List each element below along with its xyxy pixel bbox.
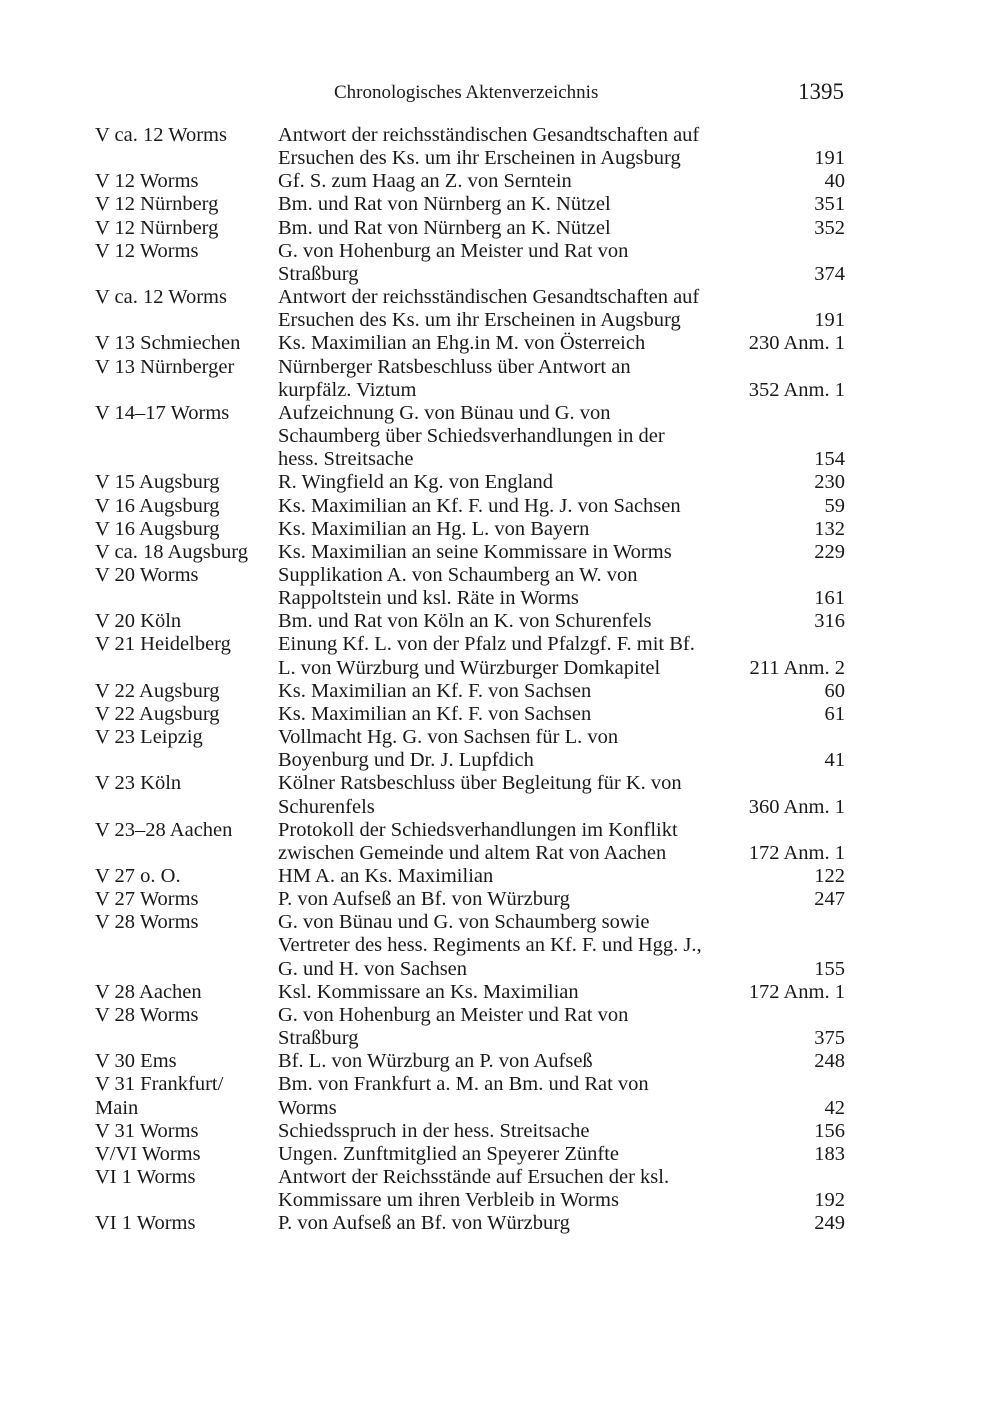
entry-row bbox=[95, 124, 845, 170]
entry-row bbox=[95, 911, 845, 980]
entry-reference: 59 bbox=[824, 494, 845, 517]
entry-date: V 23 Leipzig bbox=[95, 726, 203, 749]
entry-row bbox=[95, 356, 845, 402]
entry-date: V 20 Köln bbox=[95, 610, 182, 633]
entry-row bbox=[95, 495, 845, 518]
entry-date: V/VI Worms bbox=[95, 1142, 201, 1165]
entry-date: V 22 Augsburg bbox=[95, 679, 220, 702]
entry-reference: 249 bbox=[814, 1212, 845, 1235]
entry-date: V 27 o. O. bbox=[95, 865, 181, 887]
entry-date: V 16 Augsburg bbox=[95, 517, 220, 540]
entry-reference: 172 Anm. 1 bbox=[748, 980, 845, 1003]
entry-description: Bm. von Frankfurt a. M. an Bm. und Rat von Worms bbox=[278, 1073, 649, 1119]
entry-reference: 351 bbox=[814, 193, 845, 216]
entry-description: G. von Hohenburg an Meister und Rat von Straßburg bbox=[278, 1003, 629, 1050]
entry-row bbox=[95, 772, 845, 818]
entry-reference: 230 bbox=[814, 471, 845, 494]
entry-row bbox=[95, 981, 845, 1004]
entry-row bbox=[95, 1073, 845, 1119]
entry-row bbox=[95, 518, 845, 541]
entry-description: HM A. an Ks. Maximilian bbox=[278, 865, 494, 887]
entry-reference: 191 bbox=[814, 309, 845, 332]
entry-date: V 12 Nürnberg bbox=[95, 193, 219, 216]
entry-description: Ksl. Kommissare an Ks. Maximilian bbox=[278, 980, 579, 1003]
entry-description: Antwort der reichsständischen Gesandtschaften auf Ersuchen des Ks. um ihr Erscheinen in Augsburg bbox=[278, 286, 700, 332]
entry-row bbox=[95, 819, 845, 865]
entry-reference: 230 Anm. 1 bbox=[748, 332, 845, 355]
entry-reference: 155 bbox=[814, 957, 845, 980]
entry-description: Ks. Maximilian an Hg. L. von Bayern bbox=[278, 517, 590, 540]
entry-reference: 172 Anm. 1 bbox=[748, 841, 845, 864]
entry-row bbox=[95, 610, 845, 633]
entry-row bbox=[95, 1166, 845, 1212]
entry-description: Bm. und Rat von Köln an K. von Schurenfels bbox=[278, 610, 652, 633]
entry-reference: 316 bbox=[814, 610, 845, 633]
entry-row bbox=[95, 402, 845, 471]
entry-date: V 23 Köln bbox=[95, 772, 182, 795]
entry-row bbox=[95, 286, 845, 332]
entry-date: V 23–28 Aachen bbox=[95, 818, 233, 841]
entry-row bbox=[95, 865, 845, 888]
entry-row bbox=[95, 1212, 845, 1235]
entry-date: V 14–17 Worms bbox=[95, 401, 230, 424]
entry-description: R. Wingfield an Kg. von England bbox=[278, 471, 553, 494]
entry-row bbox=[95, 193, 845, 216]
entry-row bbox=[95, 633, 845, 679]
entry-reference: 183 bbox=[814, 1142, 845, 1165]
entry-date: V ca. 12 Worms bbox=[95, 124, 227, 146]
entry-row bbox=[95, 1143, 845, 1166]
entry-row bbox=[95, 240, 845, 286]
entry-date: V ca. 12 Worms bbox=[95, 286, 227, 309]
entry-reference: 229 bbox=[814, 540, 845, 563]
entry-reference: 352 bbox=[814, 216, 845, 239]
entry-description: P. von Aufseß an Bf. von Würzburg bbox=[278, 1212, 570, 1235]
entry-description: Bf. L. von Würzburg an P. von Aufseß bbox=[278, 1050, 593, 1073]
entry-date: V 30 Ems bbox=[95, 1050, 177, 1073]
entry-date: V ca. 18 Augsburg bbox=[95, 540, 248, 563]
entry-date: V 12 Worms bbox=[95, 170, 199, 193]
entry-date: VI 1 Worms bbox=[95, 1212, 196, 1235]
entry-reference: 42 bbox=[824, 1096, 845, 1119]
entry-description: Bm. und Rat von Nürnberg an K. Nützel bbox=[278, 193, 611, 216]
entry-reference: 247 bbox=[814, 888, 845, 911]
entry-date: V 22 Augsburg bbox=[95, 702, 220, 725]
entry-description: Ks. Maximilian an Ehg.in M. von Österreich bbox=[278, 332, 646, 355]
entry-reference: 40 bbox=[824, 170, 845, 193]
entry-date: V 13 Nürnberger bbox=[95, 355, 235, 378]
entry-description: Ungen. Zunftmitglied an Speyerer Zünfte bbox=[278, 1142, 619, 1165]
entry-description: P. von Aufseß an Bf. von Würzburg bbox=[278, 888, 570, 911]
entry-description: Bm. und Rat von Nürnberg an K. Nützel bbox=[278, 216, 611, 239]
entry-date: V 28 Worms bbox=[95, 1003, 199, 1026]
entry-row bbox=[95, 1004, 845, 1050]
entry-date: V 12 Worms bbox=[95, 239, 199, 262]
entry-description: Gf. S. zum Haag an Z. von Serntein bbox=[278, 170, 572, 193]
entry-date: V 16 Augsburg bbox=[95, 494, 220, 517]
entry-list bbox=[95, 124, 845, 1236]
entry-row bbox=[95, 170, 845, 193]
entry-description: Antwort der Reichsstände auf Ersuchen der ksl. Kommissare um ihren Verbleib in Worms bbox=[278, 1166, 670, 1212]
entry-row bbox=[95, 680, 845, 703]
entry-reference: 60 bbox=[824, 679, 845, 702]
entry-row bbox=[95, 1120, 845, 1143]
entry-description: Ks. Maximilian an Kf. F. von Sachsen bbox=[278, 702, 592, 725]
entry-date: V 21 Heidelberg bbox=[95, 633, 231, 656]
entry-row bbox=[95, 888, 845, 911]
page-number: 1395 bbox=[798, 79, 844, 104]
entry-reference: 41 bbox=[824, 749, 845, 772]
entry-row bbox=[95, 703, 845, 726]
entry-row bbox=[95, 726, 845, 772]
entry-description: Ks. Maximilian an seine Kommissare in Worms bbox=[278, 540, 672, 563]
entry-reference: 374 bbox=[814, 262, 845, 285]
entry-description: Nürnberger Ratsbeschluss über Antwort an kurpfälz. Viztum bbox=[278, 355, 631, 401]
entry-description: Schiedsspruch in der hess. Streitsache bbox=[278, 1119, 590, 1142]
entry-date: V 31 Frankfurt/ Main bbox=[95, 1073, 224, 1119]
entry-description: Kölner Ratsbeschluss über Begleitung für K. von Schurenfels bbox=[278, 772, 682, 818]
entry-description: Vollmacht Hg. G. von Sachsen für L. von Boyenburg und Dr. J. Lupfdich bbox=[278, 726, 619, 772]
entry-description: Einung Kf. L. von der Pfalz und Pfalzgf. F. mit Bf. L. von Würzburg und Würzburger Domkapitel bbox=[278, 633, 695, 679]
entry-description: Antwort der reichsständischen Gesandtschaften auf Ersuchen des Ks. um ihr Erscheinen in Augsburg bbox=[278, 124, 700, 170]
entry-description: Protokoll der Schiedsverhandlungen im Konflikt zwischen Gemeinde und altem Rat von Aachen bbox=[278, 818, 678, 864]
entry-date: V 28 Worms bbox=[95, 911, 199, 934]
running-title: Chronologisches Aktenverzeichnis bbox=[334, 82, 599, 103]
entry-row bbox=[95, 564, 845, 610]
entry-reference: 156 bbox=[814, 1119, 845, 1142]
entry-row bbox=[95, 541, 845, 564]
entry-reference: 360 Anm. 1 bbox=[748, 795, 845, 818]
entry-date: V 20 Worms bbox=[95, 563, 199, 586]
entry-date: V 27 Worms bbox=[95, 888, 199, 911]
entry-date: V 12 Nürnberg bbox=[95, 216, 219, 239]
entry-date: V 31 Worms bbox=[95, 1119, 199, 1142]
entry-description: Ks. Maximilian an Kf. F. von Sachsen bbox=[278, 679, 592, 702]
entry-date: V 15 Augsburg bbox=[95, 471, 220, 494]
entry-row bbox=[95, 1050, 845, 1073]
entry-date: VI 1 Worms bbox=[95, 1166, 196, 1189]
entry-reference: 192 bbox=[814, 1189, 845, 1212]
entry-reference: 211 Anm. 2 bbox=[749, 656, 845, 679]
entry-reference: 191 bbox=[814, 147, 845, 170]
entry-row bbox=[95, 332, 845, 355]
entry-description: Aufzeichnung G. von Bünau und G. von Schaumberg über Schiedsverhandlungen in der hess. Streitsache bbox=[278, 401, 665, 471]
entry-reference: 122 bbox=[814, 865, 845, 887]
entry-reference: 161 bbox=[814, 587, 845, 610]
entry-row bbox=[95, 471, 845, 494]
entry-reference: 375 bbox=[814, 1027, 845, 1050]
entry-description: Ks. Maximilian an Kf. F. und Hg. J. von Sachsen bbox=[278, 494, 681, 517]
entry-description: Supplikation A. von Schaumberg an W. von Rappoltstein und ksl. Räte in Worms bbox=[278, 563, 638, 610]
entry-description: G. von Hohenburg an Meister und Rat von Straßburg bbox=[278, 239, 629, 285]
entry-reference: 352 Anm. 1 bbox=[748, 378, 845, 401]
entry-date: V 28 Aachen bbox=[95, 980, 202, 1003]
entry-row bbox=[95, 217, 845, 240]
entry-reference: 132 bbox=[814, 517, 845, 540]
entry-date: V 13 Schmiechen bbox=[95, 332, 241, 355]
entry-reference: 154 bbox=[814, 448, 845, 471]
entry-reference: 248 bbox=[814, 1050, 845, 1073]
entry-description: G. von Bünau und G. von Schaumberg sowie Vertreter des hess. Regiments an Kf. F. und Hgg. J., G. und H. von Sachsen bbox=[278, 911, 702, 980]
entry-reference: 61 bbox=[824, 702, 845, 725]
